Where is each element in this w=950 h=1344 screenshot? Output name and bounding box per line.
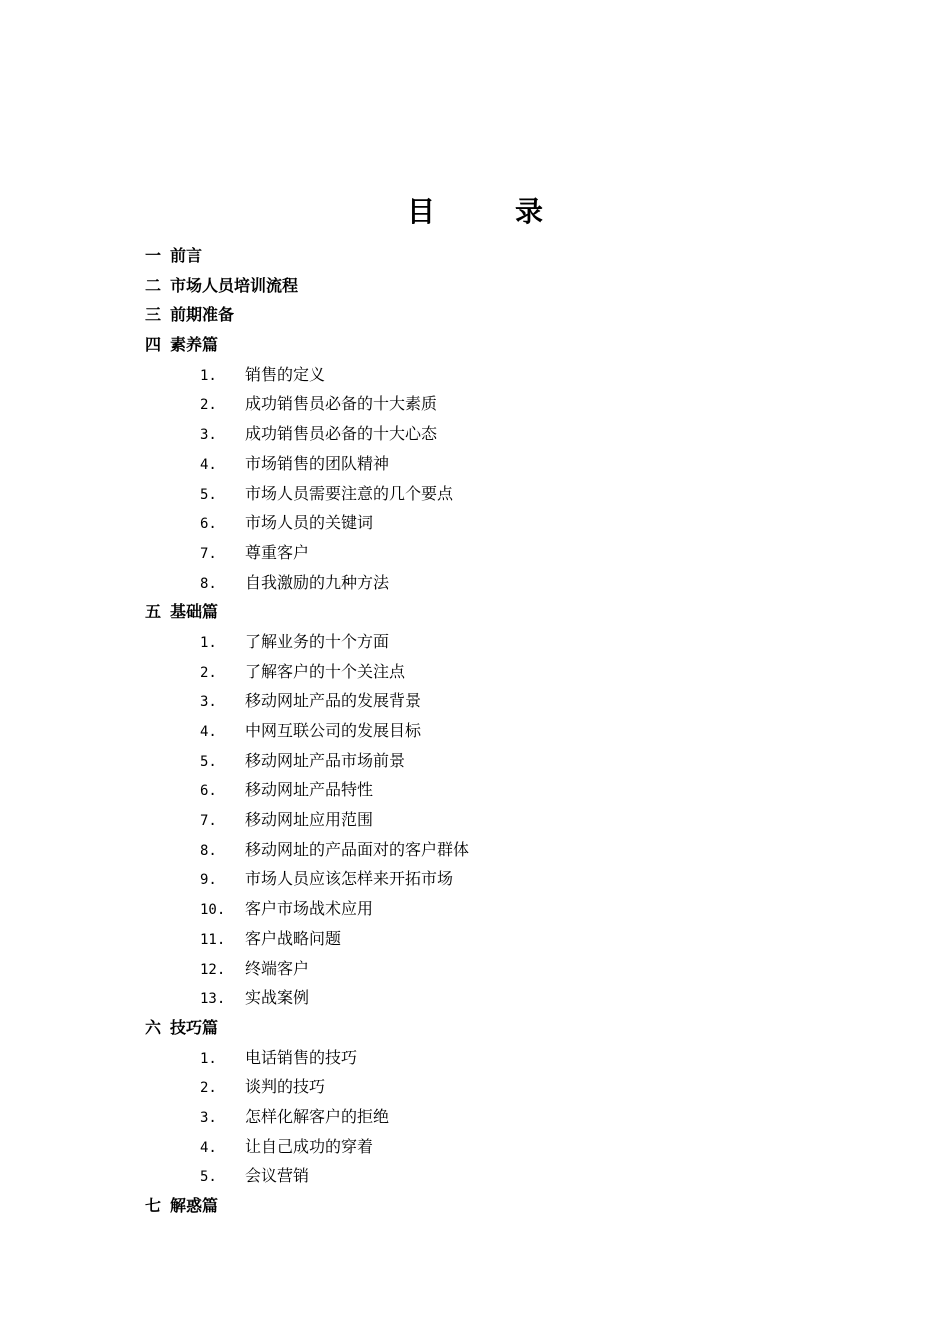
toc-item-label: 成功销售员必备的十大心态: [245, 424, 438, 444]
toc-item-label: 市场人员的关键词: [245, 513, 374, 533]
toc-item-label: 中网互联公司的发展目标: [245, 721, 422, 740]
toc-item-label: 实战案例: [245, 988, 310, 1008]
toc-section: [145, 330, 845, 360]
toc-item: [145, 835, 845, 865]
toc-section-number: 七: [145, 1196, 162, 1215]
toc-item: [145, 419, 845, 449]
toc-item-number: 13.: [200, 991, 226, 1008]
toc-item-number: 7.: [200, 813, 217, 830]
toc-item: [145, 1161, 845, 1191]
toc-section-label: 素养篇: [170, 335, 219, 355]
toc-item-label: 移动网址产品特性: [245, 780, 374, 800]
toc-item-label: 会议营销: [245, 1166, 310, 1186]
toc-section: [145, 1013, 845, 1043]
toc-item-label: 自我激励的九种方法: [245, 572, 390, 592]
toc-item-number: 1.: [200, 634, 217, 651]
toc-item-number: 7.: [200, 545, 217, 562]
toc-item-label: 市场销售的团队精神: [245, 453, 390, 473]
toc-item-number: 3.: [200, 1109, 217, 1126]
toc-item-label: 销售的定义: [245, 364, 326, 384]
page-title: 目 录: [406, 195, 569, 228]
toc-item: [145, 479, 845, 509]
toc-section-number: 三: [145, 305, 162, 325]
toc-section: [145, 597, 845, 627]
toc-item: [145, 508, 845, 538]
toc-item-number: 2.: [200, 1080, 217, 1097]
toc-item: [145, 360, 845, 390]
toc-section: [145, 241, 845, 271]
toc-item-number: 12.: [200, 961, 226, 978]
toc-item-label: 谈判的技巧: [245, 1077, 326, 1097]
toc-section-label: 技巧篇: [170, 1017, 219, 1037]
toc-item-number: 9.: [200, 872, 217, 889]
toc-section-label: 前期准备: [170, 305, 235, 325]
toc-item-number: 4.: [200, 456, 217, 473]
toc-item-number: 10.: [200, 902, 226, 919]
toc-item: [145, 775, 845, 805]
toc-item: [145, 627, 845, 657]
toc-section-number: 一: [145, 246, 162, 265]
toc-item-number: 5.: [200, 486, 217, 503]
toc-item-number: 3.: [200, 694, 217, 711]
toc-item: [145, 805, 845, 835]
toc-section-number: 四: [145, 335, 162, 355]
toc-item-number: 3.: [200, 427, 217, 444]
table-of-contents: [145, 241, 845, 1221]
toc-section-label: 前言: [170, 246, 203, 265]
toc-item-number: 6.: [200, 516, 217, 533]
toc-item: [145, 449, 845, 479]
toc-item-label: 市场人员应该怎样来开拓市场: [245, 869, 454, 889]
toc-item-number: 6.: [200, 783, 217, 800]
toc-item-label: 成功销售员必备的十大素质: [245, 394, 438, 414]
toc-section-label: 市场人员培训流程: [170, 275, 299, 295]
toc-item-label: 移动网址应用范围: [245, 810, 374, 830]
toc-item: [145, 1072, 845, 1102]
toc-item: [145, 954, 845, 984]
toc-section-label: 基础篇: [170, 602, 219, 622]
toc-item-number: 5.: [200, 1169, 217, 1186]
toc-item: [145, 894, 845, 924]
toc-item: [145, 983, 845, 1013]
toc-item-label: 市场人员需要注意的几个要点: [245, 483, 454, 503]
toc-section: [145, 300, 845, 330]
toc-item-number: 11.: [200, 931, 226, 948]
toc-item-label: 移动网址产品市场前景: [245, 750, 406, 770]
toc-item: [145, 924, 845, 954]
toc-section-label: 解惑篇: [170, 1196, 219, 1215]
toc-item: [145, 864, 845, 894]
toc-item: [145, 1043, 845, 1073]
toc-item-label: 移动网址的产品面对的客户群体: [245, 839, 470, 859]
toc-item-label: 了解业务的十个方面: [245, 631, 390, 651]
toc-item: [145, 716, 845, 746]
toc-item-label: 客户市场战术应用: [245, 899, 374, 919]
toc-item: [145, 1132, 845, 1162]
toc-item-number: 2.: [200, 664, 217, 681]
toc-section: [145, 271, 845, 301]
toc-item-number: 4.: [200, 1139, 217, 1156]
toc-item: [145, 568, 845, 598]
toc-item-label: 电话销售的技巧: [245, 1047, 358, 1067]
toc-section-number: 六: [145, 1017, 162, 1037]
toc-item-number: 5.: [200, 753, 217, 770]
toc-item-number: 1.: [200, 367, 217, 384]
toc-item-label: 终端客户: [245, 958, 310, 978]
toc-section: [145, 1191, 845, 1221]
toc-item: [145, 1102, 845, 1132]
toc-item-label: 移动网址产品的发展背景: [245, 691, 422, 711]
toc-item-number: 1.: [200, 1050, 217, 1067]
toc-item-number: 2.: [200, 397, 217, 414]
toc-section-number: 二: [145, 275, 162, 295]
toc-item: [145, 538, 845, 568]
toc-item: [145, 657, 845, 687]
toc-item-label: 让自己成功的穿着: [245, 1136, 374, 1156]
toc-item-number: 8.: [200, 842, 217, 859]
toc-item-label: 怎样化解客户的拒绝: [245, 1106, 390, 1126]
toc-item-number: 4.: [200, 724, 217, 740]
toc-item-label: 尊重客户: [245, 542, 310, 562]
toc-item: [145, 686, 845, 716]
toc-section-number: 五: [145, 602, 162, 622]
toc-item: [145, 389, 845, 419]
toc-item-label: 了解客户的十个关注点: [245, 661, 406, 681]
toc-item-number: 8.: [200, 575, 217, 592]
toc-item: [145, 746, 845, 776]
toc-item-label: 客户战略问题: [245, 928, 342, 948]
